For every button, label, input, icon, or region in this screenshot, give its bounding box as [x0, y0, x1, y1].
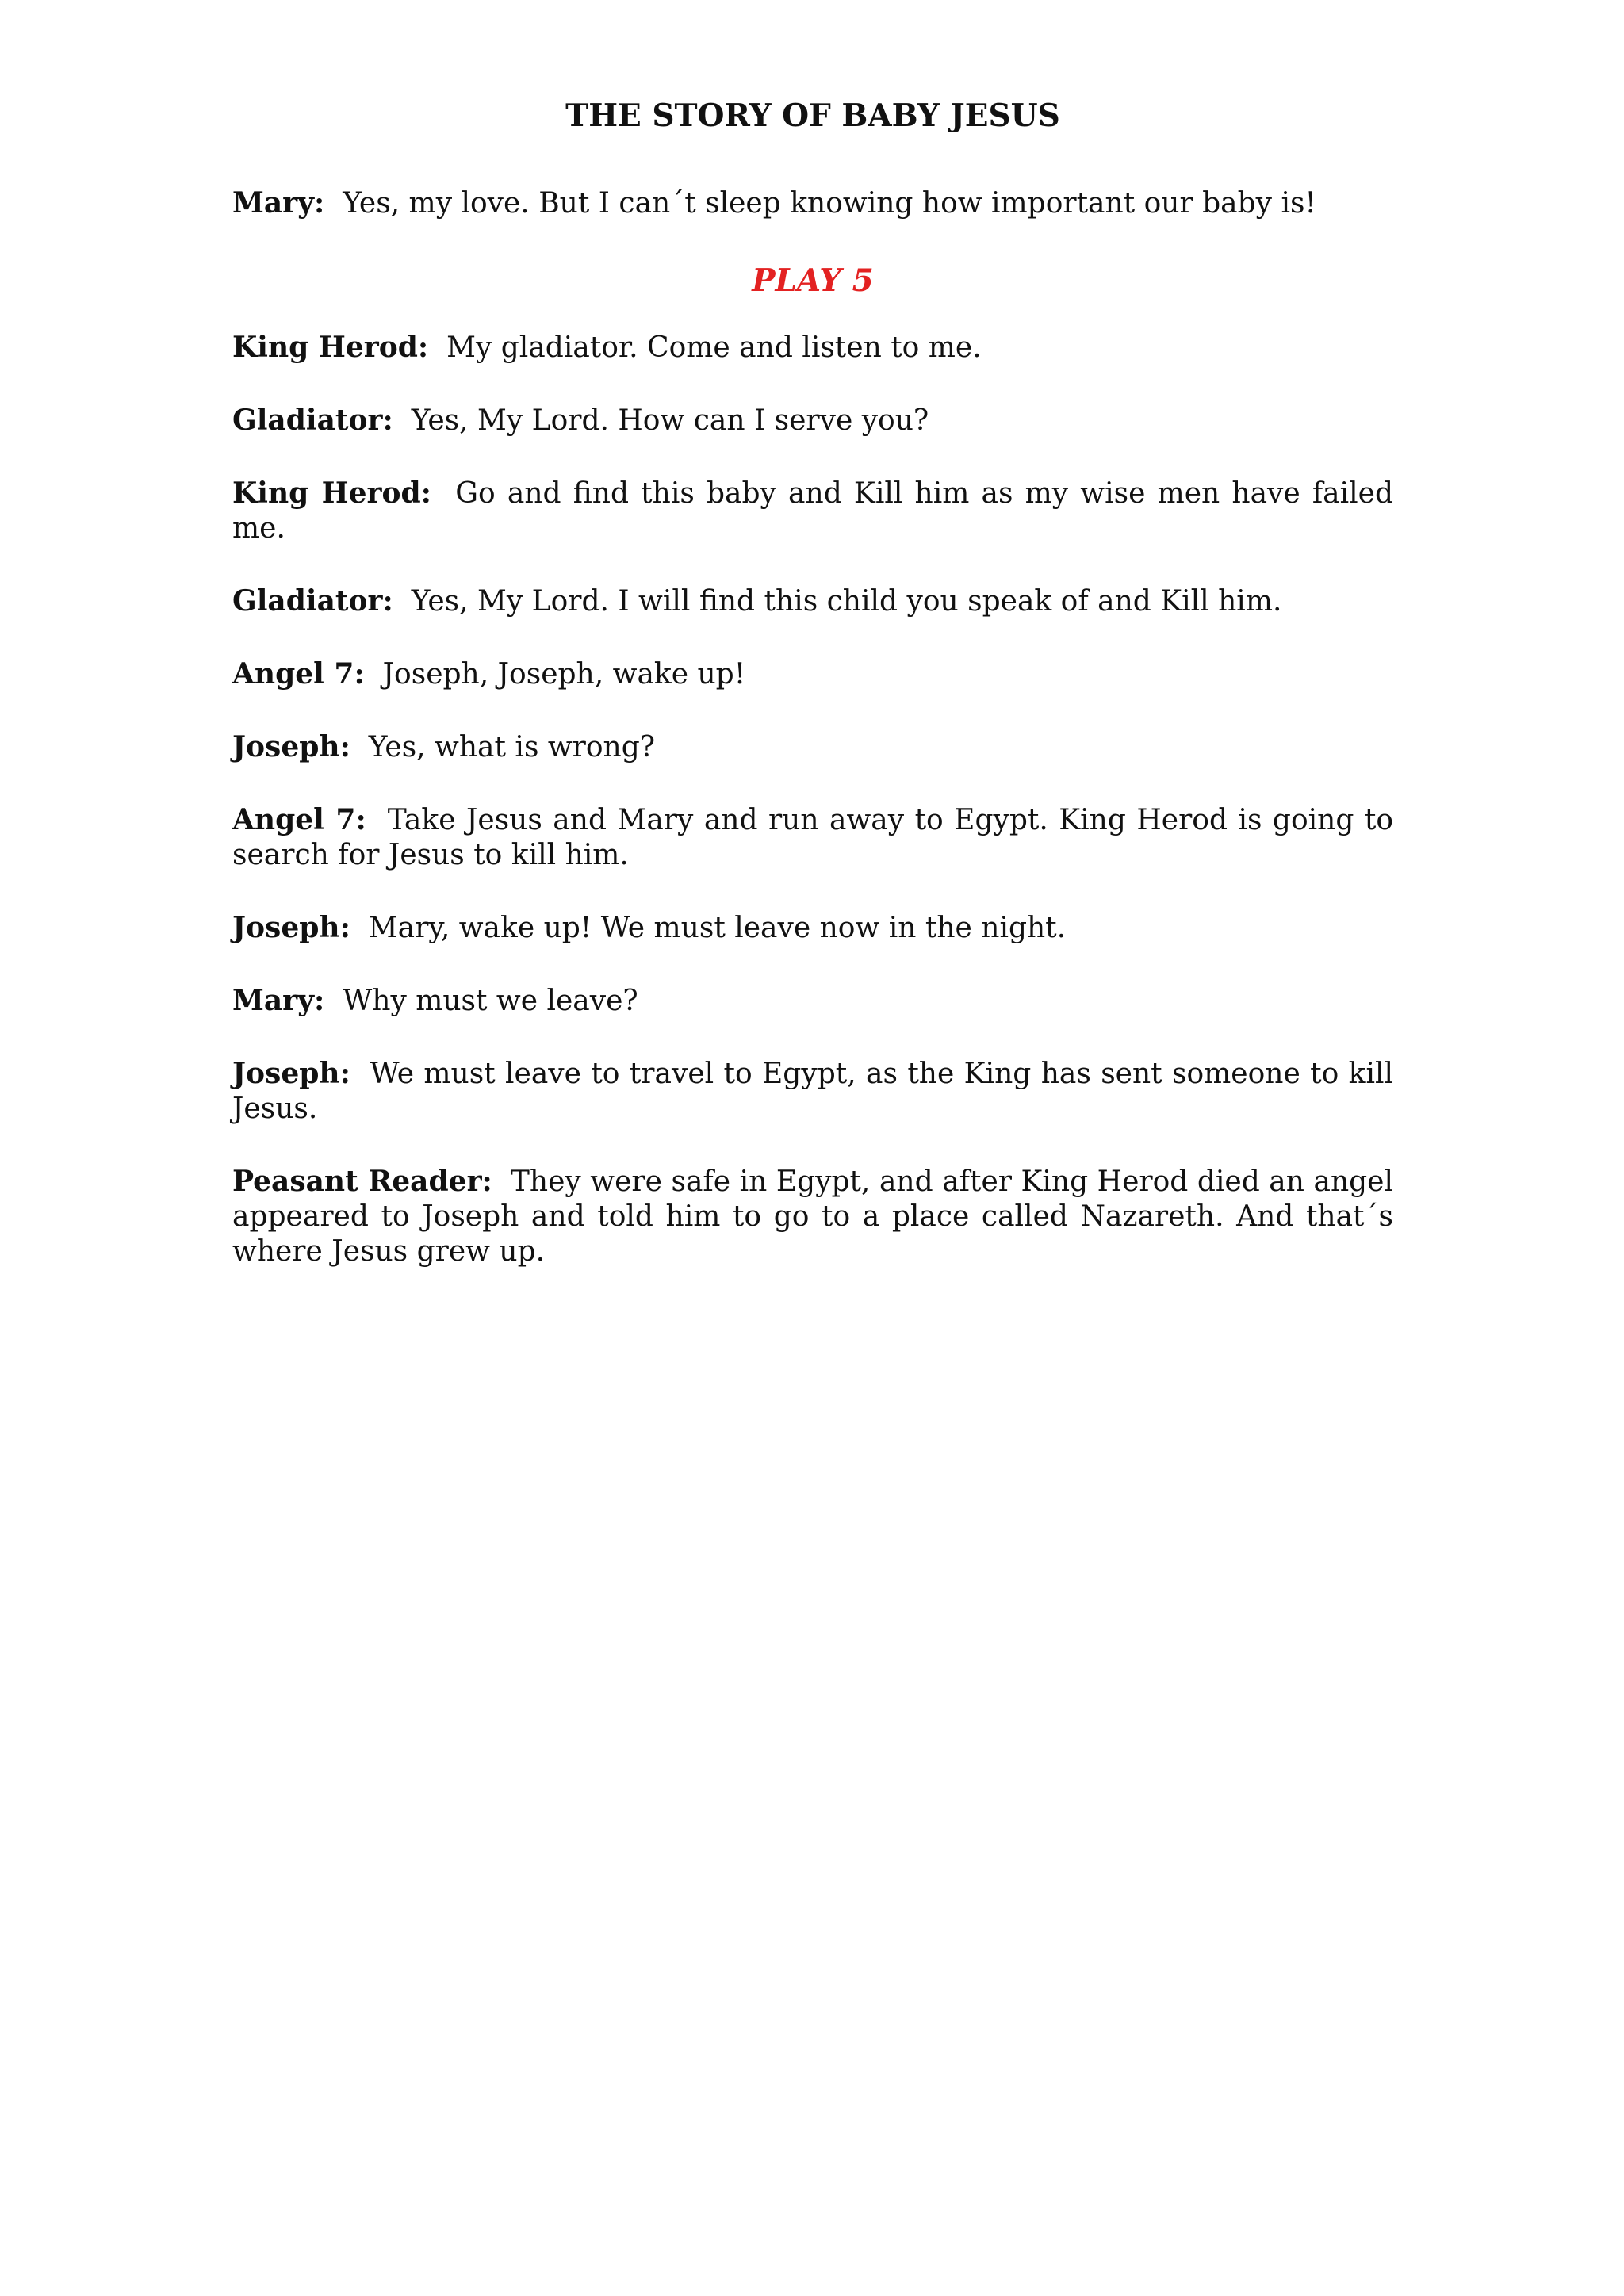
- speaker-name: King Herod:: [232, 331, 429, 364]
- dialogue-line: [232, 729, 1393, 765]
- dialogue-text: Why must we leave?: [343, 985, 638, 1017]
- dialogue-text: Yes, My Lord. I will find this child you speak of and Kill him.: [411, 585, 1282, 618]
- dialogue-text: Take Jesus and Mary and run away to Egypt. King Herod is going to search for Jesus to kill him.: [232, 804, 1393, 871]
- speaker-name: Joseph:: [232, 911, 350, 944]
- dialogue-text: We must leave to travel to Egypt, as the King has sent someone to kill Jesus.: [232, 1058, 1394, 1125]
- speaker-name: Gladiator:: [232, 404, 393, 437]
- dialogue-text: Yes, My Lord. How can I serve you?: [411, 404, 929, 437]
- dialogue-line: [232, 584, 1393, 619]
- speaker-name: Joseph:: [232, 730, 350, 763]
- dialogue-line: [232, 910, 1393, 946]
- speaker-name: Angel 7:: [232, 657, 365, 691]
- speaker-name: Mary:: [232, 984, 325, 1017]
- dialogue-text: Yes, what is wrong?: [368, 731, 656, 763]
- document-content: [232, 94, 1393, 1307]
- dialogue-text: Mary, wake up! We must leave now in the night.: [368, 912, 1067, 944]
- dialogue-line: [232, 1056, 1393, 1127]
- dialogue-text: Joseph, Joseph, wake up!: [382, 658, 746, 691]
- dialogue-line: [232, 802, 1393, 873]
- play-heading: PLAY 5: [752, 262, 874, 299]
- dialogue-line: [232, 656, 1393, 692]
- speaker-name: Mary:: [232, 186, 325, 220]
- dialogue-line: [232, 1164, 1393, 1269]
- speaker-name: Peasant Reader:: [232, 1165, 492, 1198]
- speaker-name: Angel 7:: [232, 803, 366, 836]
- dialogue-line: [232, 186, 1393, 221]
- dialogue-text: My gladiator. Come and listen to me.: [446, 331, 982, 364]
- dialogue-line: [232, 476, 1393, 546]
- dialogue-text: They were safe in Egypt, and after King Herod died an angel appeared to Joseph and told him to go to a place called Nazareth. And that´s where Jesus grew up.: [232, 1165, 1393, 1268]
- speaker-name: Gladiator:: [232, 584, 393, 618]
- speaker-name: King Herod:: [232, 476, 431, 510]
- dialogue-line: [232, 403, 1393, 438]
- dialogue-text: Yes, my love. But I can´t sleep knowing how important our baby is!: [343, 187, 1316, 220]
- dialogue-line: [232, 330, 1393, 365]
- dialogue-line: [232, 983, 1393, 1019]
- document-title: THE STORY OF BABY JESUS: [565, 98, 1060, 134]
- dialogue-text: Go and find this baby and Kill him as my wise men have failed me.: [232, 477, 1394, 545]
- speaker-name: Joseph:: [232, 1057, 350, 1090]
